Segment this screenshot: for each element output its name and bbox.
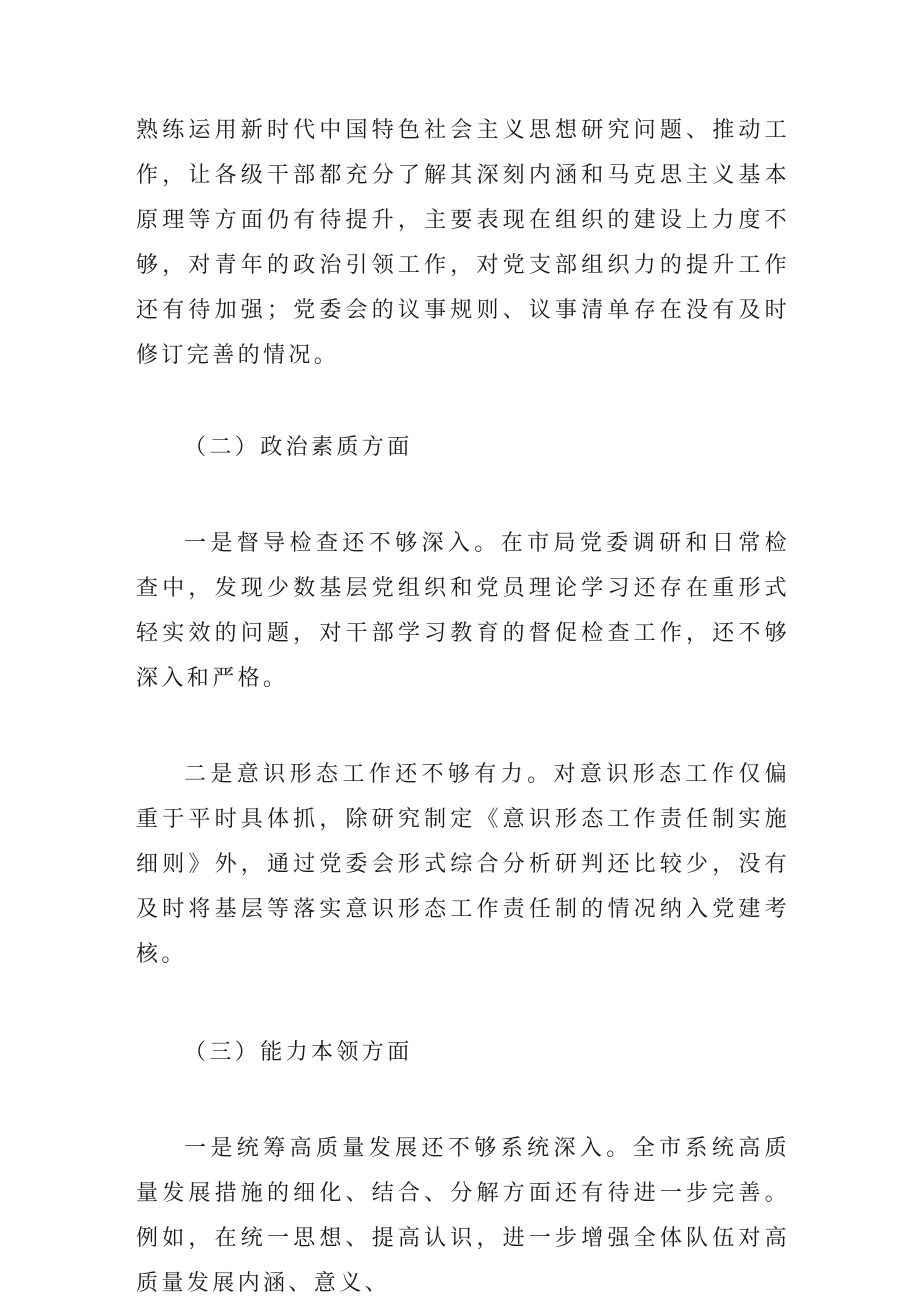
section-heading-political-quality: （二）政治素质方面 bbox=[184, 435, 413, 460]
spacer bbox=[136, 701, 790, 752]
paragraph-ideology: 二是意识形态工作还不够有力。对意识形态工作仅偏重于平时具体抓，除研究制定《意识形态工作责任制实施细则》外，通过党委会形式综合分析研判还比较少，没有及时将基层等落实意识形态工作责任制的情况纳入党建考核。 bbox=[136, 762, 790, 967]
document-body bbox=[136, 108, 790, 1306]
paragraph-development: 一是统筹高质量发展还不够系统深入。全市系统高质量发展措施的细化、结合、分解方面还有待进一步完善。例如，在统一思想、提高认识，进一步增强全体队伍对高质量发展内涵、意义、 bbox=[136, 1136, 790, 1296]
spacer bbox=[136, 470, 790, 521]
spacer bbox=[136, 378, 790, 425]
spacer bbox=[136, 1075, 790, 1126]
paragraph-supervision: 一是督导检查还不够深入。在市局党委调研和日常检查中，发现少数基层党组织和党员理论学习还存在重形式轻实效的问题，对干部学习教育的督促检查工作，还不够深入和严格。 bbox=[136, 531, 790, 691]
section-heading-capability: （三）能力本领方面 bbox=[184, 1040, 413, 1065]
paragraph-continued: 熟练运用新时代中国特色社会主义思想研究问题、推动工作，让各级干部都充分了解其深刻内涵和马克思主义基本原理等方面仍有待提升，主要表现在组织的建设上力度不够，对青年的政治引领工作，对党支部组织力的提升工作还有待加强；党委会的议事规则、议事清单存在没有及时修订完善的情况。 bbox=[136, 118, 790, 368]
spacer bbox=[136, 977, 790, 1030]
